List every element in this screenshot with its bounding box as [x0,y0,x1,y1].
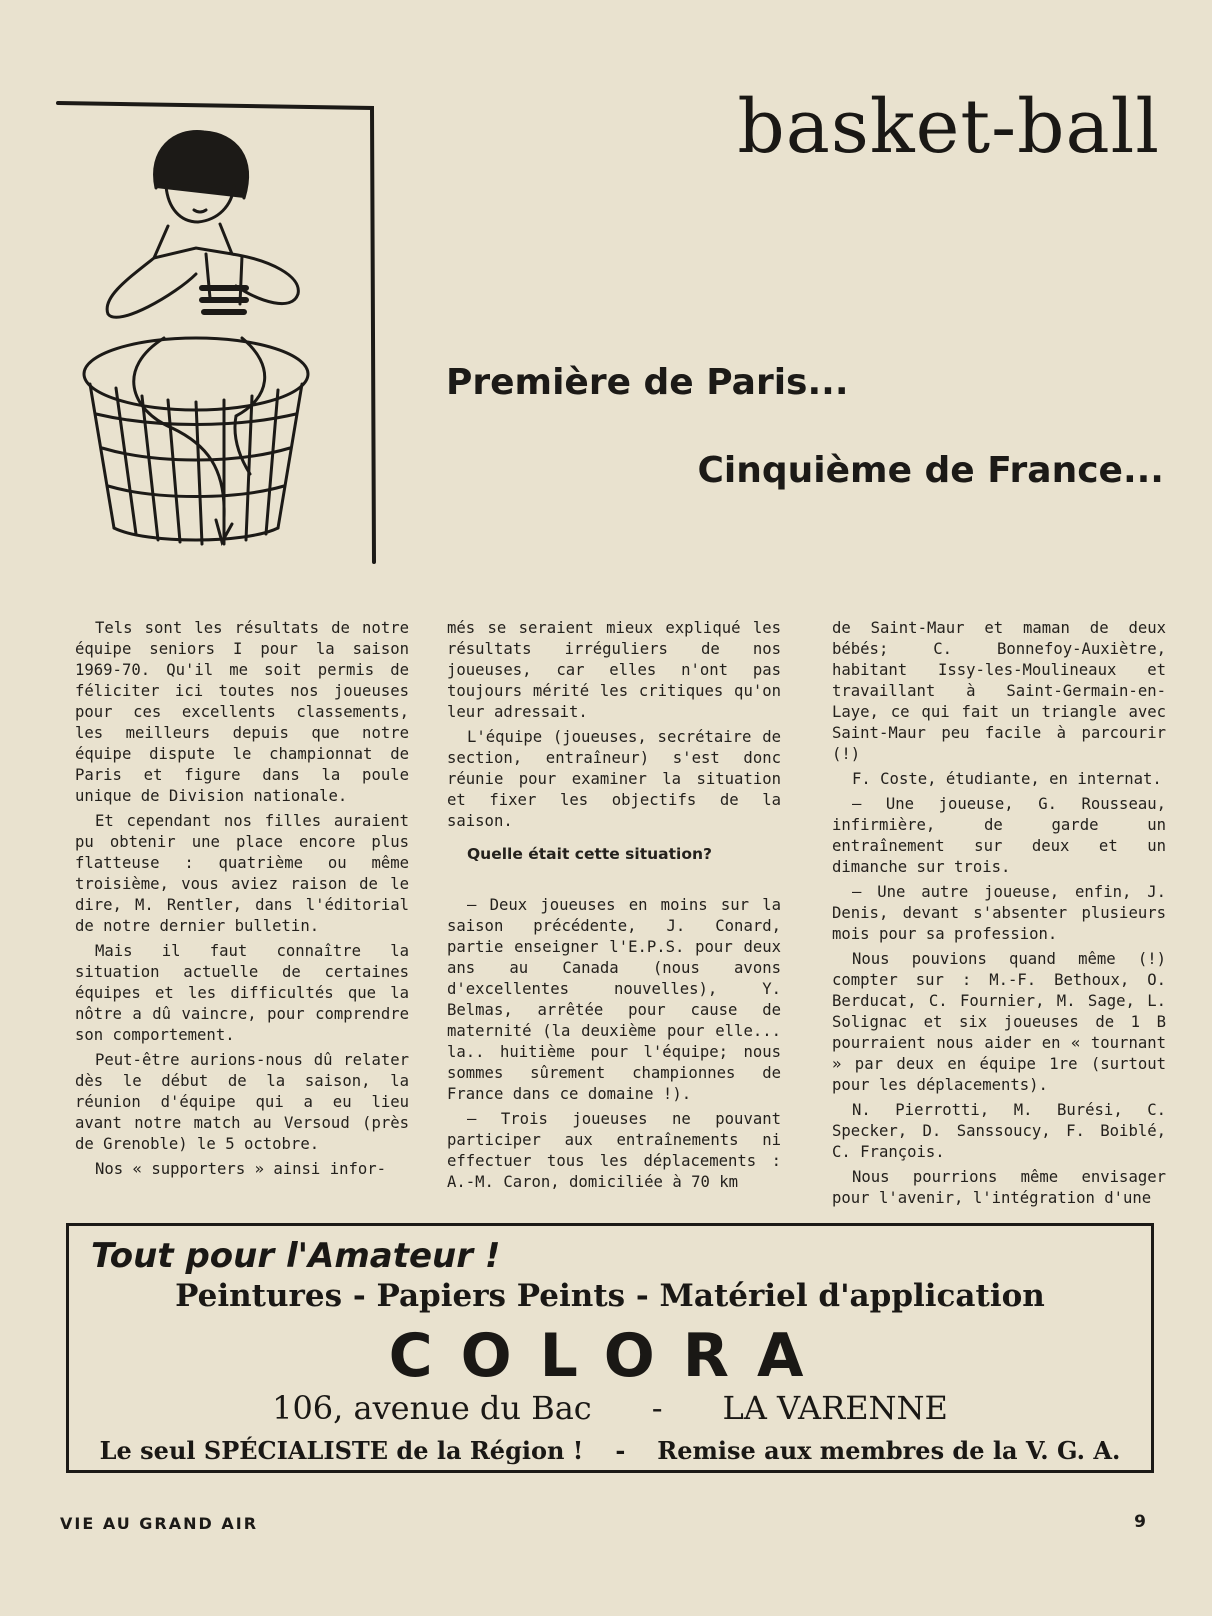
ad-address: 106, avenue du Bac [272,1389,592,1427]
basketball-girl-illustration [56,98,396,598]
ad-slogan: Tout pour l'Amateur ! [91,1236,501,1276]
paragraph: Et cependant nos filles auraient pu obtenir une place encore plus flatteuse : quatrième ou même troisième, vous aviez raison de le dire, M. Rentler, dans l'éditorial de notre dernier bulletin. [75,812,409,935]
ad-tagline-left: Le seul SPÉCIALISTE de la Région ! [99,1436,584,1465]
ad-tagline-separator: - [615,1436,626,1465]
paragraph: Nous pouvions quand même (!) compter sur : M.-F. Bethoux, O. Berducat, C. Fournier, M. Sage, L. Solignac et six joueuses de 1 B pourraient nous aider en « tournant » par deux en équipe 1re (surtout pour les déplacements). [832,950,1166,1094]
article-column-2 [447,618,781,1197]
paragraph: — Trois joueuses ne pouvant participer aux entraînements ni effectuer tous les déplacements : A.-M. Caron, domiciliée à 70 km [447,1110,781,1191]
paragraph: Nous pourrions même envisager pour l'avenir, l'intégration d'une [832,1168,1166,1207]
paragraph: — Une autre joueuse, enfin, J. Denis, devant s'absenter plusieurs mois pour sa profession. [832,883,1166,943]
paragraph: Mais il faut connaître la situation actuelle de certaines équipes et les difficultés que la nôtre a dû vaincre, pour comprendre son comportement. [75,942,409,1044]
article-column-1 [75,618,409,1184]
paragraph: — Deux joueuses en moins sur la saison précédente, J. Conard, partie enseigner l'E.P.S. pour deux ans au Canada (nous avons d'excellentes nouvelles), Y. Belmas, arrêtée pour cause de maternité (la deuxième pour elle... la.. huitième pour l'équipe; nous sommes sûrement championnes de France dans ce domaine !). [447,896,781,1103]
publication-name: VIE AU GRAND AIR [60,1514,259,1533]
paragraph: Nos « supporters » ainsi infor- [95,1160,387,1178]
subheading: Quelle était cette situation? [467,845,713,863]
paragraph: de Saint-Maur et maman de deux bébés; C. Bonnefoy-Auxiètre, habitant Issy-les-Moulineaux et travaillant à Saint-Germain-en-Laye, ce qui fait un triangle avec Saint-Maur peu facile à parcourir (!) [832,619,1166,763]
ad-tagline-row [69,1436,1151,1465]
colora-advertisement [66,1223,1154,1473]
article-column-3 [832,618,1166,1213]
ad-tagline-right: Remise aux membres de la V. G. A. [657,1436,1121,1465]
paragraph: F. Coste, étudiante, en internat. [852,770,1162,788]
paragraph: — Une joueuse, G. Rousseau, infirmière, de garde un entraînement sur deux et un dimanche sur trois. [832,795,1166,876]
headline-line2: Cinquième de France... [697,450,1164,491]
ad-address-row [69,1389,1151,1427]
paragraph: L'équipe (joueuses, secrétaire de section, entraîneur) s'est donc réunie pour examiner la situation et fixer les objectifs de la saison. [447,728,781,830]
page-number: 9 [1134,1512,1146,1532]
ad-separator: - [651,1389,663,1427]
paragraph: Peut-être aurions-nous dû relater dès le début de la saison, la réunion d'équipe qui a eu lieu avant notre match au Versoud (près de Grenoble) le 5 octobre. [75,1051,409,1153]
headline-line1: Première de Paris... [446,362,849,403]
ad-products: Peintures - Papiers Peints - Matériel d'application [175,1278,1045,1314]
ad-city: LA VARENNE [722,1389,948,1427]
section-title: basket-ball [737,84,1160,170]
ad-brand: COLORA [388,1321,832,1391]
paragraph: més se seraient mieux expliqué les résultats irréguliers de nos joueuses, car elles n'ont pas toujours mérité les critiques qu'on leur adressait. [447,619,781,721]
paragraph: Tels sont les résultats de notre équipe seniors I pour la saison 1969-70. Qu'il me soit permis de féliciter ici toutes nos joueuses pour ces excellents classements, les meilleurs depuis que notre équipe dispute le championnat de Paris et figure dans la poule unique de Division nationale. [75,619,409,805]
paragraph: N. Pierrotti, M. Burési, C. Specker, D. Sanssoucy, F. Boiblé, C. François. [832,1101,1166,1161]
